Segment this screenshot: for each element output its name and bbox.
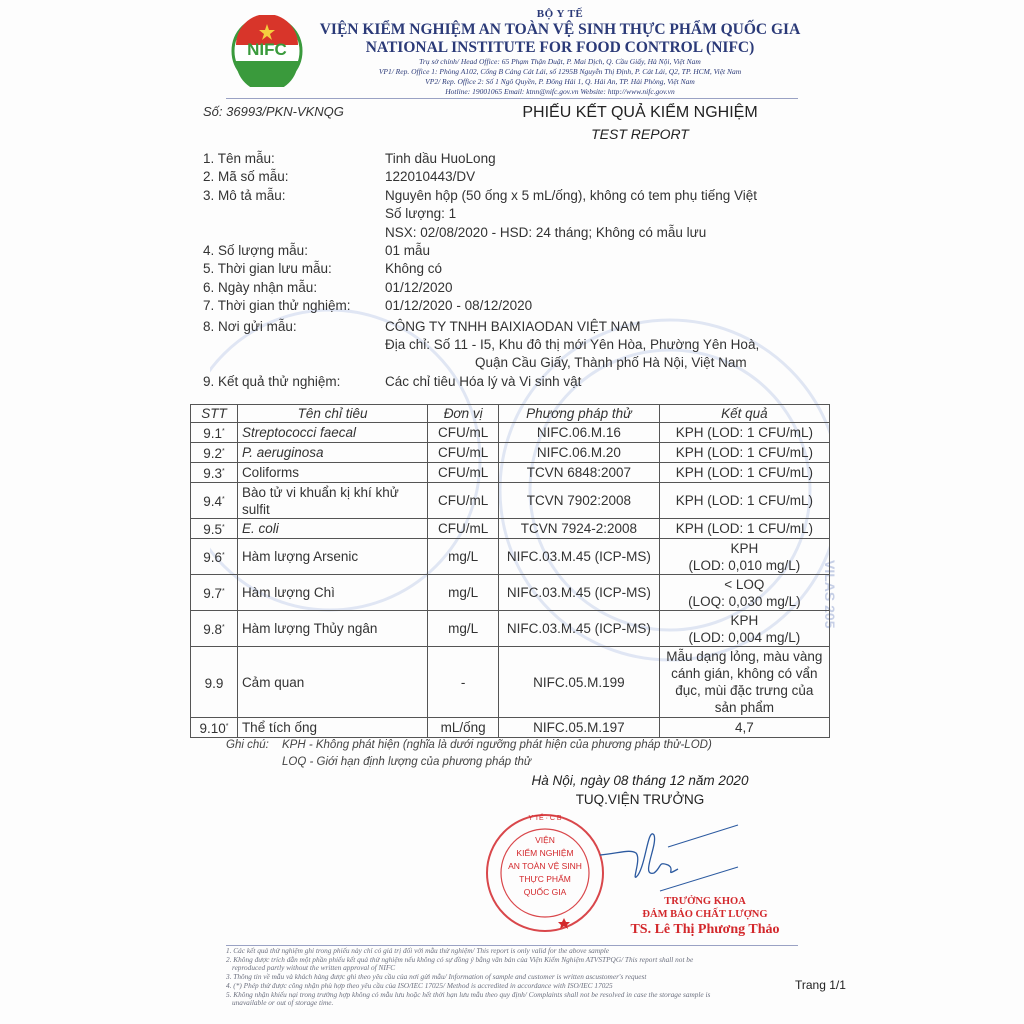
stamp-line: QUỐC GIA [523, 887, 567, 897]
info-label: 3. Mô tả mẫu: [203, 187, 286, 203]
cell-unit: CFU/mL [428, 423, 499, 443]
stamp-ring-text: Y TẾ · C B [528, 815, 562, 822]
signer-position-2: ĐẢM BẢO CHẤT LƯỢNG [642, 909, 768, 920]
cell-method: NIFC.05.M.199 [499, 647, 660, 718]
col-header-result: Kết quả [659, 405, 829, 423]
info-value: 122010443/DV [385, 169, 476, 185]
rep-office-2-address: VP2/ Rep. Office 2: Số 1 Ngô Quyền, P. Đông Hải 1, Q. Hải An, TP. Hải Phòng, Việt Nam [425, 77, 695, 86]
info-row-sample-name [203, 150, 805, 168]
col-header-name: Tên chỉ tiêu [237, 405, 427, 423]
note-kph: KPH - Không phát hiện (nghĩa là dưới ngưỡng phát hiện của phương pháp thử-LOD) [282, 739, 712, 751]
cell-result: KPH (LOD: 1 CFU/mL) [659, 483, 829, 519]
cell-stt: 9.3* [191, 463, 238, 483]
cell-name: Hàm lượng Chì [237, 575, 427, 611]
cell-name: Coliforms [237, 463, 427, 483]
table-row [191, 718, 830, 738]
report-subtitle: TEST REPORT [591, 126, 689, 142]
rep-office-1-address: VP1/ Rep. Office 1: Phòng A102, Cổng B Cảng Cát Lái, số 1295B Nguyễn Thị Định, P. Cát Lái, Q2, TP. HCM, Việt Nam [378, 67, 742, 76]
cell-unit: CFU/mL [428, 519, 499, 539]
info-row-test-results [203, 373, 805, 391]
table-row [191, 483, 830, 519]
cell-name: Hàm lượng Thủy ngân [237, 611, 427, 647]
info-value: 01/12/2020 - 08/12/2020 [385, 298, 533, 314]
head-office-address: Trụ sở chính/ Head Office: 65 Phạm Thận Duật, P. Mai Dịch, Q. Cầu Giấy, Hà Nội, Việt Nam [419, 57, 701, 66]
cell-method: NIFC.03.M.45 (ICP-MS) [499, 575, 660, 611]
info-row-sender [203, 318, 805, 373]
info-row-sample-count [203, 242, 805, 260]
cell-result: KPH (LOD: 0,004 mg/L) [659, 611, 829, 647]
stamp-line: VIỆN [535, 835, 555, 845]
info-row-sample-description [203, 187, 805, 242]
cell-name: Cảm quan [237, 647, 427, 718]
results-table [190, 404, 830, 738]
info-row-sample-code [203, 168, 805, 186]
cell-method: NIFC.06.M.16 [499, 423, 660, 443]
cell-method: NIFC.03.M.45 (ICP-MS) [499, 539, 660, 575]
cell-unit: mg/L [428, 575, 499, 611]
info-value: CÔNG TY TNHH BAIXIAODAN VIỆT NAM [385, 318, 641, 334]
signature-icon [560, 815, 740, 895]
table-row [191, 423, 830, 443]
info-value: 01 mẫu [385, 243, 431, 259]
table-row [191, 611, 830, 647]
note-row [226, 737, 712, 754]
notes-label: Ghi chú: [226, 739, 269, 751]
issue-date: Hà Nội, ngày 08 tháng 12 năm 2020 [531, 773, 749, 788]
footer-divider [226, 945, 798, 946]
info-value: 01/12/2020 [385, 279, 453, 295]
cell-name: Thể tích ống [237, 718, 427, 738]
cell-stt: 9.5* [191, 519, 238, 539]
institute-name-vn: VIỆN KIỂM NGHIỆM AN TOÀN VỆ SINH THỰC PHẨM QUỐC GIA [319, 21, 801, 38]
table-row [191, 443, 830, 463]
info-row-test-period [203, 297, 805, 315]
sender-address-line-1: Địa chỉ: Số 11 - I5, Khu đô thị mới Yên Hòa, Phường Yên Hoà, [385, 337, 760, 353]
sample-info-list [203, 150, 805, 391]
watermark-text: VILAS 205 [822, 560, 838, 629]
footnote-4: 4. (*) Phép thử được công nhận phù hợp theo yêu cầu của ISO/IEC 17025/ Method is accredited in accordance with ISO/IEC 17025 [226, 980, 613, 990]
cell-stt: 9.1* [191, 423, 238, 443]
info-value-quantity: Số lượng: 1 [385, 206, 457, 222]
info-value-dates: NSX: 02/08/2020 - HSD: 24 tháng; Không có mẫu lưu [385, 224, 707, 240]
footnote-1: 1. Các kết quả thử nghiệm ghi trong phiếu này chỉ có giá trị đối với mẫu thử nghiệm/ This report is only valid for the above sample [226, 947, 610, 955]
info-label: 9. Kết quả thử nghiệm: [203, 373, 341, 389]
info-value: Tinh dầu HuoLong [385, 151, 496, 166]
cell-unit: CFU/mL [428, 483, 499, 519]
cell-unit: CFU/mL [428, 463, 499, 483]
info-label: 6. Ngày nhận mẫu: [203, 279, 318, 295]
info-label: 8. Nơi gửi mẫu: [203, 318, 297, 334]
info-label: 1. Tên mẫu: [203, 151, 275, 166]
cell-name: Streptococci faecal [237, 423, 427, 443]
info-row-received-date [203, 279, 805, 297]
cell-method: TCVN 7902:2008 [499, 483, 660, 519]
table-row [191, 519, 830, 539]
info-label: 7. Thời gian thử nghiệm: [203, 298, 351, 314]
stamp-line: KIỂM NGHIỆM [516, 848, 574, 858]
footnote-2-cont: reproduced partly without the written approval of NIFC [232, 963, 396, 973]
cell-stt: 9.8* [191, 611, 238, 647]
table-row [191, 539, 830, 575]
info-label: 4. Số lượng mẫu: [203, 243, 308, 259]
cell-method: NIFC.03.M.45 (ICP-MS) [499, 611, 660, 647]
logo-text: NIFC [247, 40, 287, 59]
cell-name: Hàm lượng Arsenic [237, 539, 427, 575]
info-value: Không có [385, 261, 443, 277]
footnote-5-cont: unavailable or out of storage time. [232, 998, 334, 1008]
document-number: Số: 36993/PKN-VKNQG [203, 104, 344, 119]
institute-header [300, 8, 820, 97]
info-value-group [385, 187, 805, 242]
report-title: PHIẾU KẾT QUẢ KIỂM NGHIỆM [522, 104, 758, 121]
cell-stt: 9.4* [191, 483, 238, 519]
footnote-3: 3. Thông tin về mẫu và khách hàng được ghi theo yêu cầu của nơi gửi mẫu/ Information of sample and customer is written ascustomer's request [226, 972, 647, 982]
notes-section [226, 737, 712, 771]
info-label: 5. Thời gian lưu mẫu: [203, 261, 332, 277]
cell-unit: CFU/mL [428, 443, 499, 463]
col-header-stt: STT [191, 405, 238, 423]
cell-stt: 9.2* [191, 443, 238, 463]
footnote-5: 5. Không nhận khiếu nại trong trường hợp không có mẫu lưu hoặc hết thời hạn lưu mẫu theo quy định/ Complaints shall not be resolved in case the storage sample is [226, 989, 711, 999]
contact-line: Hotline: 19001065 Email: ktnn@nifc.gov.vn Website: http://www.nifc.gov.vn [445, 87, 675, 96]
col-header-method: Phương pháp thử [499, 405, 660, 423]
footnote-2: 2. Không được trích dẫn một phần phiếu kết quả thử nghiệm nếu không có sự đồng ý bằng văn bản của Viện Kiểm Nghiệm ATVSTPQG/ This report shall not be [226, 954, 694, 964]
col-header-unit: Đơn vị [428, 405, 499, 423]
cell-unit: - [428, 647, 499, 718]
info-value: Nguyên hộp (50 ống x 5 mL/ống), không có tem phụ tiếng Việt [385, 187, 757, 203]
cell-method: NIFC.05.M.197 [499, 718, 660, 738]
cell-result: KPH (LOD: 1 CFU/mL) [659, 519, 829, 539]
table-header-row [191, 405, 830, 423]
cell-method: TCVN 7924-2:2008 [499, 519, 660, 539]
cell-result: KPH (LOD: 1 CFU/mL) [659, 463, 829, 483]
table-row [191, 575, 830, 611]
cell-result: < LOQ (LOQ: 0,030 mg/L) [659, 575, 829, 611]
signer-name: TS. Lê Thị Phương Thảo [630, 922, 780, 937]
table-row [191, 647, 830, 718]
page-number: Trang 1/1 [795, 978, 846, 992]
cell-method: TCVN 6848:2007 [499, 463, 660, 483]
info-row-storage-time [203, 260, 805, 278]
stamp-line: AN TOÀN VỆ SINH [508, 861, 582, 871]
cell-unit: mg/L [428, 539, 499, 575]
ministry-name: BỘ Y TẾ [536, 8, 584, 20]
cell-result: KPH (LOD: 0,010 mg/L) [659, 539, 829, 575]
cell-name: P. aeruginosa [237, 443, 427, 463]
institute-name-en: NATIONAL INSTITUTE FOR FOOD CONTROL (NIFC) [365, 39, 755, 56]
cell-method: NIFC.06.M.20 [499, 443, 660, 463]
cell-stt: 9.7* [191, 575, 238, 611]
cell-result: Mẫu dạng lỏng, màu vàng cánh gián, không có vẩn đục, mùi đặc trưng của sản phẩm [659, 647, 829, 718]
table-row [191, 463, 830, 483]
footnotes [226, 947, 786, 1008]
cell-name: E. coli [237, 519, 427, 539]
cell-stt: 9.10* [191, 718, 238, 738]
cell-unit: mg/L [428, 611, 499, 647]
info-value-group [385, 318, 805, 373]
stamp-line: THỰC PHẨM [519, 874, 571, 884]
note-loq: LOQ - Giới hạn định lượng của phương pháp thử [282, 756, 532, 768]
sender-address-line-2: Quận Cầu Giấy, Thành phố Hà Nội, Việt Nam [475, 355, 747, 371]
header-divider [226, 98, 798, 99]
on-behalf-of: TUQ.VIỆN TRƯỞNG [575, 792, 705, 807]
cell-stt: 9.6* [191, 539, 238, 575]
note-row [226, 754, 712, 771]
signer-position-1: TRƯỞNG KHOA [664, 896, 746, 907]
cell-stt: 9.9 [191, 647, 238, 718]
cell-result: KPH (LOD: 1 CFU/mL) [659, 423, 829, 443]
info-label: 2. Mã số mẫu: [203, 169, 289, 185]
cell-result: KPH (LOD: 1 CFU/mL) [659, 443, 829, 463]
cell-unit: mL/ống [428, 718, 499, 738]
info-value: Các chỉ tiêu Hóa lý và Vi sinh vật [385, 373, 582, 389]
cell-result: 4,7 [659, 718, 829, 738]
cell-name: Bào tử vi khuẩn kị khí khử sulfit [237, 483, 427, 519]
signer-block [610, 895, 800, 939]
